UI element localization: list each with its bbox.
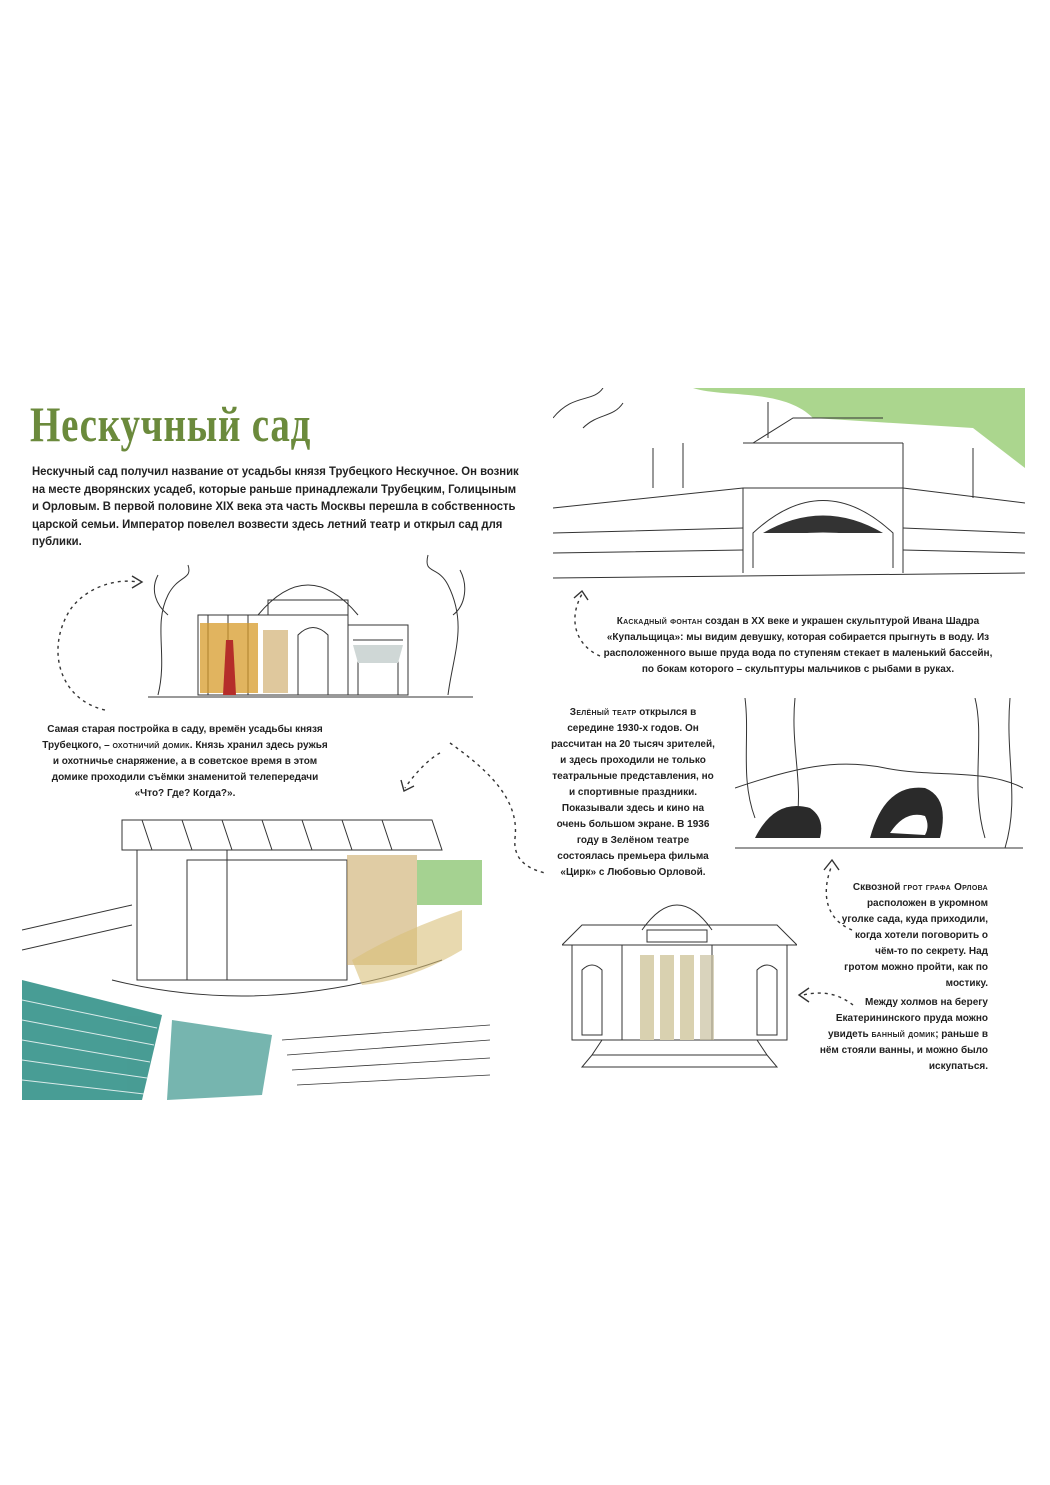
caption-green-theatre: Зелёный театр открылся в середине 1930-х годов. Он рассчитан на 20 тысяч зрителей, и здесь проходили не только театральные представления, но и спортивные праздники. Показывали здесь и кино на очень большом экране. В 1936 году в Зелёном театре состоялась премьера фильма «Цирк» с Любовью Орловой. [551,707,715,878]
caption-hunting-lodge: Самая старая постройка в саду, времён усадьбы князя Трубецкого, – охотничий домик. Князь хранил здесь ружья и охотничье снаряжение, а в советское время в этом домике проходили съёмки знаменитой телепередачи «Что? Где? Когда?». [42,724,328,799]
bath-house-illustration [562,875,797,1070]
arrow-to-grotto [812,855,857,935]
page-title: Нескучный сад [30,396,312,452]
green-theatre-illustration [22,810,490,1100]
caption-cascade-fountain: Каскадный фонтан создан в XX веке и украшен скульптурой Ивана Шадра «Купальщица»: мы видим девушку, которая собирается прыгнуть в воду. Из расположенного выше пруда вода по ступеням стекает в маленький бассейн, по бокам которого – скульптуры мальчиков с рыбами в руках. [603,616,993,675]
arrow-to-theatre [395,748,445,798]
caption-grotto: Сквозной грот графа Орлова расположен в укромном уголке сада, куда приходили, когда хотели поговорить о чём-то по секрету. Над гротом можно пройти, как по мостику. [841,882,988,989]
caption-bath-house: Между холмов на берегу Екатерининского пруда можно увидеть банный домик; раньше в нём стояли ванны, и можно было искупаться. [819,997,988,1072]
cascade-fountain-illustration [553,388,1025,593]
arrow-theatre-link [445,738,555,878]
arrow-to-fountain [562,586,602,661]
hunting-lodge-illustration [148,545,473,705]
grotto-illustration [735,698,1023,858]
arrow-to-lodge [40,570,150,715]
intro-paragraph: Нескучный сад получил название от усадьбы князя Трубецкого Нескучное. Он возник на месте дворянских усадеб, которые раньше принадлежали Трубецким, Голицыным и Орловым. В первой половине XIX века эта часть Москвы перешла в собственность царской семьи. Император повелел возвести здесь летний театр и открыл сад для публики. [32,464,519,548]
